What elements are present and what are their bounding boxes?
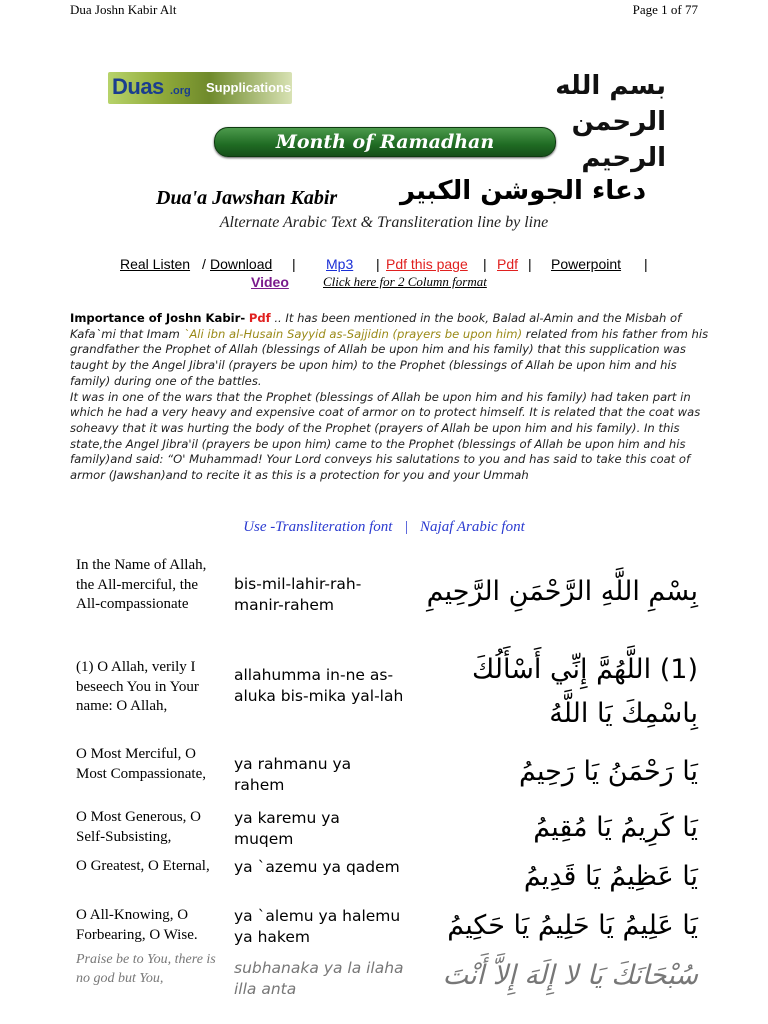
ramadhan-banner: Month of Ramadhan xyxy=(214,127,556,157)
row-arabic: يَا رَحْمَنُ يَا رَحِيمُ xyxy=(519,756,698,787)
row-arabic: يَا عَظِيمُ يَا قَدِيمُ xyxy=(523,861,698,892)
dua-row xyxy=(70,857,710,901)
logo-text: Duas xyxy=(112,74,164,99)
pdf-this-page-link[interactable]: Pdf this page xyxy=(386,256,468,272)
page-subtitle: Alternate Arabic Text & Transliteration line by line xyxy=(219,214,549,231)
row-english: O Most Merciful, O Most Compassionate, xyxy=(76,746,206,782)
mp3-link[interactable]: Mp3 xyxy=(326,256,354,272)
imam-name: `Ali ibn al-Husain Sayyid as-Sajjidin (prayers be upon him) xyxy=(183,326,523,341)
row-transliteration: subhanaka ya la ilaha illa anta xyxy=(234,959,404,998)
video-link[interactable]: Video xyxy=(251,274,289,290)
separator: | xyxy=(376,256,380,272)
document-title: Dua Joshn Kabir Alt xyxy=(70,2,177,17)
separator: | xyxy=(483,256,487,272)
row-english: Praise be to You, there is no god but You, xyxy=(76,952,216,986)
logo-suffix: .org xyxy=(170,85,191,97)
separator: / xyxy=(202,256,206,272)
row-english: O Most Generous, O Self-Subsisting, xyxy=(76,809,201,845)
dua-row xyxy=(70,808,710,854)
row-arabic: يَا كَرِيمُ يَا مُقِيمُ xyxy=(533,812,698,843)
real-listen-link[interactable]: Real Listen xyxy=(120,256,191,272)
dua-row xyxy=(70,556,710,646)
font-links xyxy=(0,519,768,536)
separator: | xyxy=(644,256,648,272)
separator: | xyxy=(404,519,409,535)
transliteration-font-link[interactable]: Use -Transliteration font xyxy=(243,519,393,535)
row-arabic: (1) اللَّهُمَّ إِنِّي أَسْأَلُكَ بِاسْمِكَ يَا اللَّهُ xyxy=(472,654,698,729)
row-english: O Greatest, O Eternal, xyxy=(76,858,210,874)
separator: | xyxy=(528,256,532,272)
two-column-link[interactable]: Click here for 2 Column format xyxy=(323,274,487,289)
row-arabic: سُبْحَانَكَ يَا لا إِلَهَ إِلاَّ أَنْتَ xyxy=(442,960,698,991)
dua-row xyxy=(70,654,710,742)
basmala-calligraphy: بسم الله الرحمن الرحيم xyxy=(555,71,666,173)
title-english: Dua'a Jawshan Kabir xyxy=(156,187,338,209)
page-number: Page 1 of 77 xyxy=(632,2,698,17)
duas-logo[interactable] xyxy=(108,72,292,104)
pdf-link[interactable]: Pdf xyxy=(497,256,519,272)
importance-heading: Importance of Joshn Kabir- xyxy=(70,311,246,325)
download-link[interactable]: Download xyxy=(210,256,273,272)
logo-tagline: Supplications xyxy=(206,80,292,95)
powerpoint-link[interactable]: Powerpoint xyxy=(551,256,622,272)
row-transliteration: bis-mil-lahir-rah-manir-rahem xyxy=(234,575,362,614)
importance-intro: .. It has been mentioned in the book, Balad al-Amin and the Misbah of Kafa`mi that Imam xyxy=(70,311,682,341)
row-transliteration: ya karemu ya muqem xyxy=(234,809,340,848)
dua-row xyxy=(70,745,710,803)
row-transliteration: allahumma in-ne as-aluka bis-mika yal-lah xyxy=(234,666,404,705)
dua-row xyxy=(70,906,710,950)
importance-body-1: related from his father from his grandfather the Prophet of Allah (blessings of Allah be upon him and his family) that this supplication was taught by the Angel Jibra'il (prayers be upon him) to the Prophet (blessings of Allah be upon him and his family) during one of the battles. xyxy=(70,326,709,388)
importance-pdf-link[interactable]: Pdf xyxy=(248,311,271,325)
separator: | xyxy=(292,256,296,272)
importance-body-2: It was in one of the wars that the Prophet (blessings of Allah be upon him and his family) had taken part in which he had a very heavy and expensive coat of armor on to protect himself. It is related that the coat was soheavy that it was hurting the body of the Prophet (prayers of Allah be upon him and his family). In this state,the Angel Jibra'il (prayers be upon him) came to the Prophet (blessings of Allah be upon him and his family)and said: “O' Muhammad! Your Lord conveys his salutations to you and has said to take this coat of armor (Jawshan)and to recite it as this is a protection for you and your Ummah xyxy=(70,389,701,483)
dua-row xyxy=(70,950,710,1010)
title-arabic: دعاء الجوشن الكبير xyxy=(400,176,647,206)
row-english: O All-Knowing, O Forbearing, O Wise. xyxy=(76,907,198,943)
row-english: (1) O Allah, verily I beseech You in Your name: O Allah, xyxy=(76,659,199,714)
importance-paragraph xyxy=(70,311,710,484)
row-transliteration: ya `azemu ya qadem xyxy=(234,858,400,876)
row-english: In the Name of Allah, the All-merciful, the All-compassionate xyxy=(76,557,207,612)
row-transliteration: ya rahmanu ya rahem xyxy=(234,755,352,794)
row-arabic: بِسْمِ اللَّهِ الرَّحْمَنِ الرَّحِيمِ xyxy=(426,576,698,607)
najaf-arabic-font-link[interactable]: Najaf Arabic font xyxy=(420,519,525,535)
row-arabic: يَا عَلِيمُ يَا حَلِيمُ يَا حَكِيمُ xyxy=(447,910,698,941)
row-transliteration: ya `alemu ya halemu ya hakem xyxy=(234,907,401,946)
